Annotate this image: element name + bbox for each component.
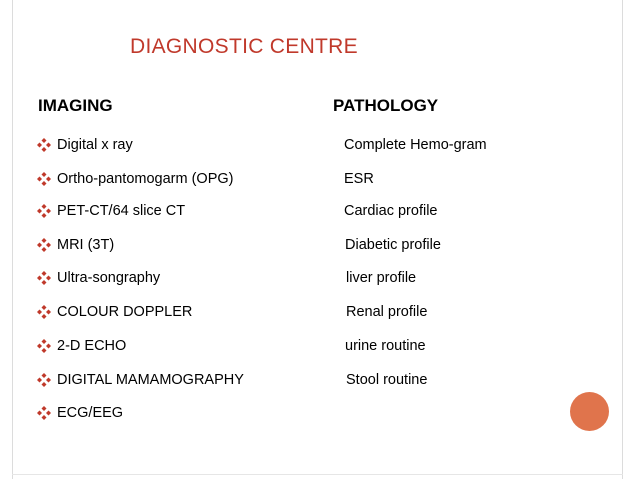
slide-title: DIAGNOSTIC CENTRE xyxy=(130,35,358,58)
imaging-item-text: PET-CT/64 slice CT xyxy=(57,203,186,219)
imaging-item-text: DIGITAL MAMAMOGRAPHY xyxy=(57,372,244,388)
slide-frame-right-line xyxy=(622,0,623,479)
decorative-orange-circle xyxy=(570,392,609,431)
list-item: urine routine xyxy=(345,338,426,354)
quad-diamond-bullet-icon xyxy=(37,305,51,319)
imaging-heading: IMAGING xyxy=(38,96,113,115)
list-item: Diabetic profile xyxy=(345,237,441,253)
imaging-item-text: COLOUR DOPPLER xyxy=(57,304,193,320)
list-item: Stool routine xyxy=(346,372,428,388)
imaging-item-text: 2-D ECHO xyxy=(57,338,127,354)
quad-diamond-bullet-icon xyxy=(37,204,51,218)
list-item: liver profile xyxy=(346,270,417,286)
quad-diamond-bullet-icon xyxy=(37,406,51,420)
quad-diamond-bullet-icon xyxy=(37,238,51,252)
quad-diamond-bullet-icon xyxy=(37,271,51,285)
imaging-item-text: Digital x ray xyxy=(57,137,133,153)
list-item: Complete Hemo-gram xyxy=(344,137,487,153)
imaging-item-text: ECG/EEG xyxy=(57,405,124,421)
imaging-item-text: Ortho-pantomogarm (OPG) xyxy=(57,171,234,187)
quad-diamond-bullet-icon xyxy=(37,373,51,387)
quad-diamond-bullet-icon xyxy=(37,172,51,186)
imaging-item-text: MRI (3T) xyxy=(57,237,115,253)
list-item: Cardiac profile xyxy=(344,203,438,219)
list-item: ESR xyxy=(344,171,374,187)
pathology-heading: PATHOLOGY xyxy=(333,96,439,115)
quad-diamond-bullet-icon xyxy=(37,339,51,353)
imaging-item-text: Ultra-songraphy xyxy=(57,270,161,286)
slide-frame-left-line xyxy=(12,0,13,479)
quad-diamond-bullet-icon xyxy=(37,138,51,152)
slide-frame-bottom-line xyxy=(12,474,623,475)
list-item: Renal profile xyxy=(346,304,428,320)
